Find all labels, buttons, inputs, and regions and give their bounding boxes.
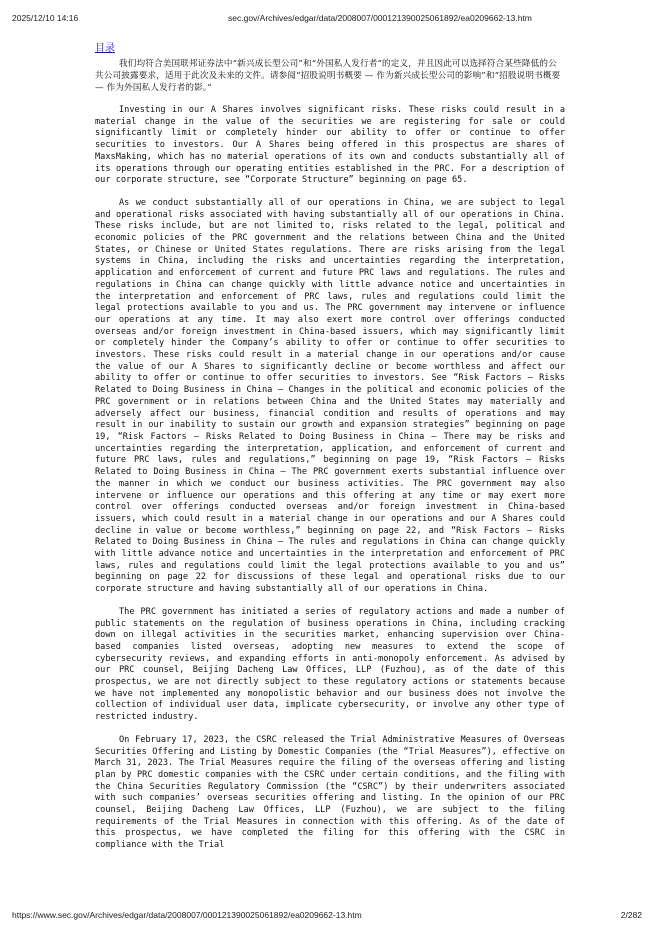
print-datetime: 2025/12/10 14:16	[12, 13, 79, 23]
document-body	[95, 58, 565, 852]
chinese-disclosure-paragraph: 我们均符合美国联邦证券法中“新兴成长型公司”和“外国私人发行者”的定义，并且因此可以选择符合某些降低的公共公司披露要求，适用于此次及未来的文件。请参阅“招股说明书概要 — 作为新兴成长型公司的影响”和“招股说明书概要 — 作为外国私人发行者的影。”	[95, 59, 561, 93]
china-operations-risk-paragraph: As we conduct substantially all of our operations in China, we are subject to legal and operational risks associated with having substantially all of our operations in China. These risks include, but are not limited to, risks related to the legal, political and economic policies of the PRC government and the relations between China and the United States, or Chinese or United States regulations. There are risks arising from the legal systems in China, including the risks and uncertainties regarding the interpretation, application and enforcement of current and future PRC laws and regulations. The rules and regulations in China can change quickly with little advance notice and uncertainties in the interpretation and enforcement of PRC laws, rules and regulations could limit the legal protections available to you and us. The PRC government may intervene or influence our operations at any time. It may also exert more control over offerings conducted overseas and/or foreign investment in China-based issuers, which may significantly limit or completely hinder the Company’s ability to offer or continue to offer securities to investors. These risks could result in a material change in our operations and/or cause the value of our A Shares to significantly decline or become worthless and affect our ability to offer or continue to offer securities to investors. See “Risk Factors — Risks Related to Doing Business in China — Changes in the political and economic policies of the PRC government or in relations between China and the United States may materially and adversely affect our business, financial condition and results of operations and may result in our inability to sustain our growth and expansion strategies” beginning on page 19, “Risk Factors — Risks Related to Doing Business in China — There may be risks and uncertainties regarding the interpretation, application, and enforcement of current and future PRC laws, rules and regulations,” beginning on page 19, “Risk Factors — Risks Related to Doing Business in China — The PRC government exerts substantial influence over the manner in which we conduct our business activities. The PRC government may also intervene or influence our operations and this offering at any time or may exert more control over offerings conducted overseas and/or foreign investment in China-based issuers, which could result in a material change in our operations and our A Shares could decline in value or become worthless,” beginning on page 22, and “Risk Factors — Risks Related to Doing Business in China — The rules and regulations in China can change quickly with little advance notice and uncertainties in the interpretation and enforcement of PRC laws, rules and regulations could limit the legal protections available to you and us” beginning on page 22 for discussions of these legal and operational risks due to our corporate structure and having substantially all of our operations in China.	[95, 197, 565, 595]
page-number: 2/282	[620, 910, 642, 920]
print-footer-url: https://www.sec.gov/Archives/edgar/data/2008007/000121390025061892/ea0209662-13.htm	[12, 910, 362, 920]
risk-investing-paragraph: Investing in our A Shares involves significant risks. These risks could result in a material change in the value of the securities we are registering for sale or could significantly limit or completely hinder our ability to offer or continue to offer securities to investors. Our A Shares being offered in this prospectus are shares of MaxsMaking, which has no material operations of its own and conducts substantially all of its operations through our operating entities established in the PRC. For a description of our corporate structure, see “Corporate Structure” beginning on page 65.	[95, 105, 565, 186]
prc-regulatory-actions-paragraph: The PRC government has initiated a series of regulatory actions and made a number of public statements on the regulation of business operations in China, including cracking down on illegal activities in the securities market, enhancing supervision over China-based companies listed overseas, adopting new measures to extend the scope of cybersecurity reviews, and expanding efforts in anti-monopoly enforcement. As advised by our PRC counsel, Beijing Dacheng Law Offices, LLP (Fuzhou), as of the date of this prospectus, we are not directly subject to these regulatory actions or statements because we have not implemented any monopolistic behavior and our business does not involve the collection of individual user data, implicate cybersecurity, or involve any other type of restricted industry.	[95, 606, 565, 723]
table-of-contents-link[interactable]: 目录	[95, 43, 115, 54]
csrc-trial-measures-paragraph: On February 17, 2023, the CSRC released the Trial Administrative Measures of Overseas Securities Offering and Listing by Domestic Companies (the “Trial Measures”), effective on March 31, 2023. The Trial Measures require the filing of the overseas offering and listing plan by PRC domestic companies with the CSRC under certain conditions, and the filing with the China Securities Regulatory Commission (the “CSRC”) by their underwriters associated with such companies’ overseas securities offering and listing. In the opinion of our PRC counsel, Beijing Dacheng Law Offices, LLP (Fuzhou), we are subject to the filing requirements of the Trial Measures in connection with this offering. As of the date of this prospectus, we have completed the filing for this offering with the CSRC in compliance with the Trial	[95, 734, 565, 851]
print-header-url: sec.gov/Archives/edgar/data/2008007/000121390025061892/ea0209662-13.htm	[228, 13, 532, 23]
